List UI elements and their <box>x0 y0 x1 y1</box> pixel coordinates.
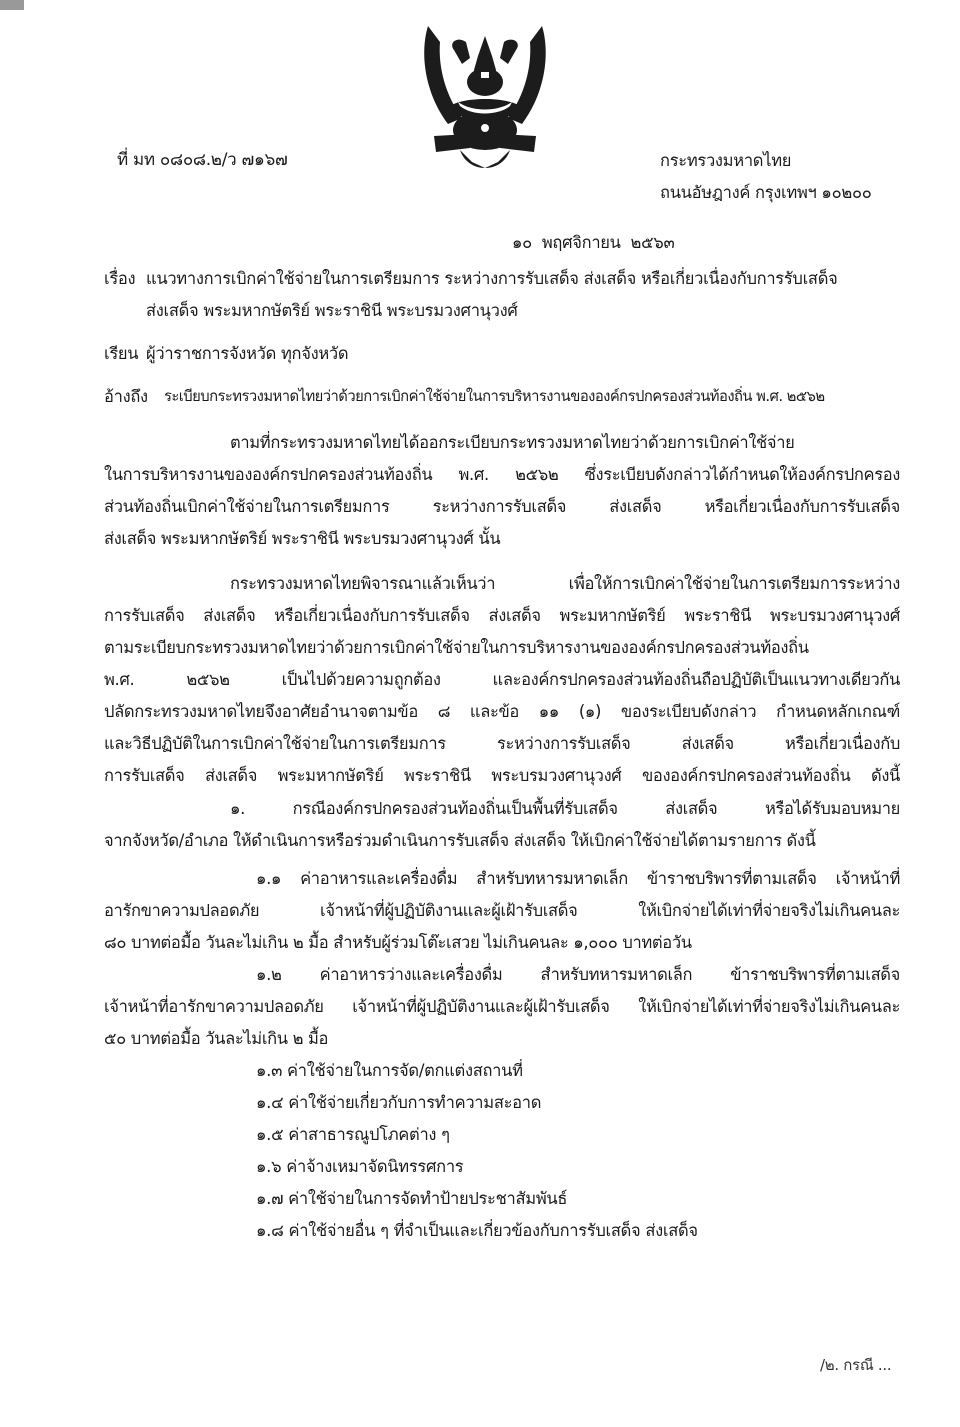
sender-ministry: กระทรวงมหาดไทย <box>660 151 792 170</box>
subject-line-2: ส่งเสด็จ พระมหากษัตริย์ พระราชินี พระบรมวงศานุวงศ์ <box>146 301 518 320</box>
subject-label: เรื่อง <box>104 269 136 288</box>
paragraph-2-line: พ.ศ. ๒๕๖๒ เป็นไปด้วยความถูกต้อง และองค์กรปกครองส่วนท้องถิ่นถือปฏิบัติเป็นแนวทางเดียวกัน <box>104 670 900 689</box>
paragraph-2-line: กระทรวงมหาดไทยพิจารณาแล้วเห็นว่า เพื่อให้การเบิกค่าใช้จ่ายในการเตรียมการระหว่าง <box>230 574 900 593</box>
sub-item: ๑.๓ ค่าใช้จ่ายในการจัด/ตกแต่งสถานที่ <box>256 1061 523 1080</box>
paragraph-1-line: ส่งเสด็จ พระมหากษัตริย์ พระราชินี พระบรมวงศานุวงศ์ นั้น <box>104 529 501 548</box>
sender-address: ถนนอัษฎางค์ กรุงเทพฯ ๑๐๒๐๐ <box>660 183 872 202</box>
paragraph-1-line: ส่วนท้องถิ่นเบิกค่าใช้จ่ายในการเตรียมการ ระหว่างการรับเสด็จ ส่งเสด็จ หรือเกี่ยวเนื่องกับการรับเสด็จ <box>104 497 900 516</box>
to-label: เรียน <box>104 344 139 363</box>
paragraph-2-line: การรับเสด็จ ส่งเสด็จ หรือเกี่ยวเนื่องกับการรับเสด็จ ส่งเสด็จ พระมหากษัตริย์ พระราชินี พระบรมวงศานุวงศ์ <box>104 606 900 625</box>
letter-date: ๑๐ พฤศจิกายน ๒๕๖๓ <box>512 233 675 252</box>
sub-item: ๑.๖ ค่าจ้างเหมาจัดนิทรรศการ <box>256 1157 464 1176</box>
item-1-line: ๑. กรณีองค์กรปกครองส่วนท้องถิ่นเป็นพื้นที่รับเสด็จ ส่งเสด็จ หรือได้รับมอบหมาย <box>230 799 900 818</box>
reference-label: อ้างถึง <box>104 387 148 406</box>
subject-line-1: แนวทางการเบิกค่าใช้จ่ายในการเตรียมการ ระหว่างการรับเสด็จ ส่งเสด็จ หรือเกี่ยวเนื่องกับการรับเสด็จ <box>146 269 838 288</box>
reference-text: ระเบียบกระทรวงมหาดไทยว่าด้วยการเบิกค่าใช้จ่ายในการบริหารงานขององค์กรปกครองส่วนท้องถิ่น พ.ศ. ๒๕๖๒ <box>164 388 825 405</box>
item-1-2-line: ๕๐ บาทต่อมื้อ วันละไม่เกิน ๒ มื้อ <box>104 1029 329 1048</box>
paragraph-2-line: ปลัดกระทรวงมหาดไทยจึงอาศัยอำนาจตามข้อ ๘ และข้อ ๑๑ (๑) ของระเบียบดังกล่าว กำหนดหลักเกณฑ์ <box>104 702 900 721</box>
paragraph-1-line: ในการบริหารงานขององค์กรปกครองส่วนท้องถิ่น พ.ศ. ๒๕๖๒ ซึ่งระเบียบดังกล่าวได้กำหนดให้องค์กรปกครอง <box>104 465 900 484</box>
item-1-2-line: เจ้าหน้าที่อารักขาความปลอดภัย เจ้าหน้าที่ผู้ปฏิบัติงานและผู้เฝ้ารับเสด็จ ให้เบิกจ่ายได้เท่าที่จ่ายจริงไม่เกินคนละ <box>104 997 900 1016</box>
item-1-1-line: ๑.๑ ค่าอาหารและเครื่องดื่ม สำหรับทหารมหาดเล็ก ข้าราชบริพารที่ตามเสด็จ เจ้าหน้าที่ <box>256 869 900 888</box>
garuda-emblem-icon <box>418 12 552 180</box>
recipient: ผู้ว่าราชการจังหวัด ทุกจังหวัด <box>146 344 349 363</box>
item-1-1-line: อารักขาความปลอดภัย เจ้าหน้าที่ผู้ปฏิบัติงานและผู้เฝ้ารับเสด็จ ให้เบิกจ่ายได้เท่าที่จ่ายจริงไม่เกินคนละ <box>104 901 900 920</box>
reference-number: ที่ มท ๐๘๐๘.๒/ว ๗๑๖๗ <box>117 150 288 170</box>
item-1-line: จากจังหวัด/อำเภอ ให้ดำเนินการหรือร่วมดำเนินการรับเสด็จ ส่งเสด็จ ให้เบิกค่าใช้จ่ายได้ตามรายการ ดังนี้ <box>104 831 816 850</box>
item-1-1-line: ๘๐ บาทต่อมื้อ วันละไม่เกิน ๒ มื้อ สำหรับผู้ร่วมโต๊ะเสวย ไม่เกินคนละ ๑,๐๐๐ บาทต่อวัน <box>104 933 692 952</box>
sub-item: ๑.๔ ค่าใช้จ่ายเกี่ยวกับการทำความสะอาด <box>256 1093 542 1112</box>
sub-item: ๑.๘ ค่าใช้จ่ายอื่น ๆ ที่จำเป็นและเกี่ยวข้องกับการรับเสด็จ ส่งเสด็จ <box>256 1221 698 1240</box>
sub-item: ๑.๕ ค่าสาธารณูปโภคต่าง ๆ <box>256 1125 450 1144</box>
paragraph-1-line: ตามที่กระทรวงมหาดไทยได้ออกระเบียบกระทรวงมหาดไทยว่าด้วยการเบิกค่าใช้จ่าย <box>230 433 795 452</box>
scan-artifact <box>0 0 24 10</box>
paragraph-2-line: ตามระเบียบกระทรวงมหาดไทยว่าด้วยการเบิกค่าใช้จ่ายในการบริหารงานขององค์กรปกครองส่วนท้องถิ่น <box>104 638 809 657</box>
paragraph-2-line: การรับเสด็จ ส่งเสด็จ พระมหากษัตริย์ พระราชินี พระบรมวงศานุวงศ์ ขององค์กรปกครองส่วนท้องถิ่น ดังนี้ <box>104 766 900 785</box>
continuation-marker: /๒. กรณี ... <box>820 1356 892 1374</box>
item-1-2-line: ๑.๒ ค่าอาหารว่างและเครื่องดื่ม สำหรับทหารมหาดเล็ก ข้าราชบริพารที่ตามเสด็จ <box>256 965 900 984</box>
paragraph-2-line: และวิธีปฏิบัติในการเบิกค่าใช้จ่ายในการเตรียมการ ระหว่างการรับเสด็จ ส่งเสด็จ หรือเกี่ยวเนื่องกับ <box>104 734 900 753</box>
sub-item: ๑.๗ ค่าใช้จ่ายในการจัดทำป้ายประชาสัมพันธ์ <box>256 1189 568 1208</box>
